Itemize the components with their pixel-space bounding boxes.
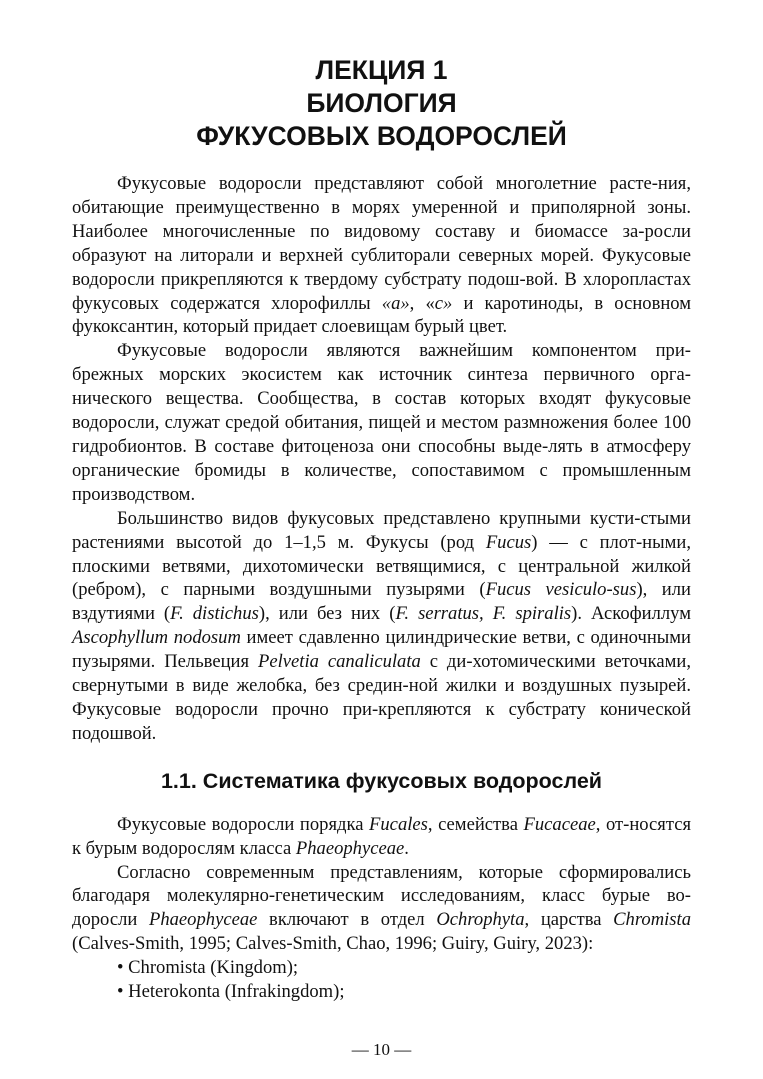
list-item: • Chromista (Kingdom); bbox=[117, 957, 299, 979]
paragraph-taxonomy: Фукусовые водоросли порядка Fucales, семейства Fucaceae, от-носятся к бурым водорослям класса Phaeophyceae. bbox=[72, 813, 691, 859]
taxonomy-list bbox=[72, 956, 691, 1004]
section-heading: 1.1. Систематика фукусовых водорослей bbox=[160, 768, 603, 793]
list-item: • Heterokonta (Infrakingdom); bbox=[117, 981, 345, 1003]
lecture-number: ЛЕКЦИЯ 1 bbox=[315, 55, 448, 85]
page-number: — 10 — bbox=[351, 1040, 412, 1059]
lecture-title-line-1: БИОЛОГИЯ bbox=[306, 88, 457, 118]
paragraph-intro: Фукусовые водоросли представляют собой многолетние расте-ния, обитающие преимущественно в морях умеренной и приполярной зоны. Наиболее многочисленные по видовому составу и биомассе за-росли образуют на литорали и верхней сублиторали северных морей. Фукусовые водоросли прикрепляются к твердому субстрату подош-вой. В хлоропластах фукусовых содержатся хлорофиллы «а», «с» и каротиноды, в основном фукоксантин, который придает слоевищам бурый цвет. bbox=[72, 173, 692, 338]
paragraph-ecology: Фукусовые водоросли являются важнейшим компонентом при-брежных морских экосистем как источник синтеза первичного орга-нического вещества. Сообщества, в состав которых входят фукусовые водоросли, служат средой обитания, пищей и местом размножения более 100 гидробионтов. В составе фитоценоза они способны выде-лять в атмосферу органические бромиды в количестве, сопоставимом с промышленным производством. bbox=[72, 340, 691, 505]
lecture-title bbox=[0, 54, 763, 153]
lecture-title-line-2: ФУКУСОВЫХ ВОДОРОСЛЕЙ bbox=[196, 121, 567, 151]
paragraph-classification: Согласно современным представлениям, которые сформировались благодаря молекулярно-генетическим исследованиям, класс бурые во-доросли Phaeophyceae включают в отдел Ochrophyta, царства Chromista (Calves-Smith, 1995; Calves-Smith, Chao, 1996; Guiry, Guiry, 2023): bbox=[72, 861, 691, 955]
paragraph-morphology: Большинство видов фукусовых представлено крупными кусти-стыми растениями высотой до 1–1,5 м. Фукусы (род Fucus) — с плот-ными, плоскими ветвями, дихотомически ветвящимися, с центральной жилкой (ребром), с парными воздушными пузырями (Fucus vesiculo-sus), или вздутиями (F. distichus), или без них (F. serratus, F. spiralis). Аскофиллум Ascophyllum nodosum имеет сдавленно цилиндрические ветви, с одиночными пузырями. Пельвеция Pelvetia canaliculata с ди-хотомическими веточками, свернутыми в виде желобка, без средин-ной жилки и воздушных пузырей. Фукусовые водоросли прочно при-крепляются к субстрату конической подошвой. bbox=[72, 507, 692, 744]
main-text bbox=[72, 172, 691, 1004]
